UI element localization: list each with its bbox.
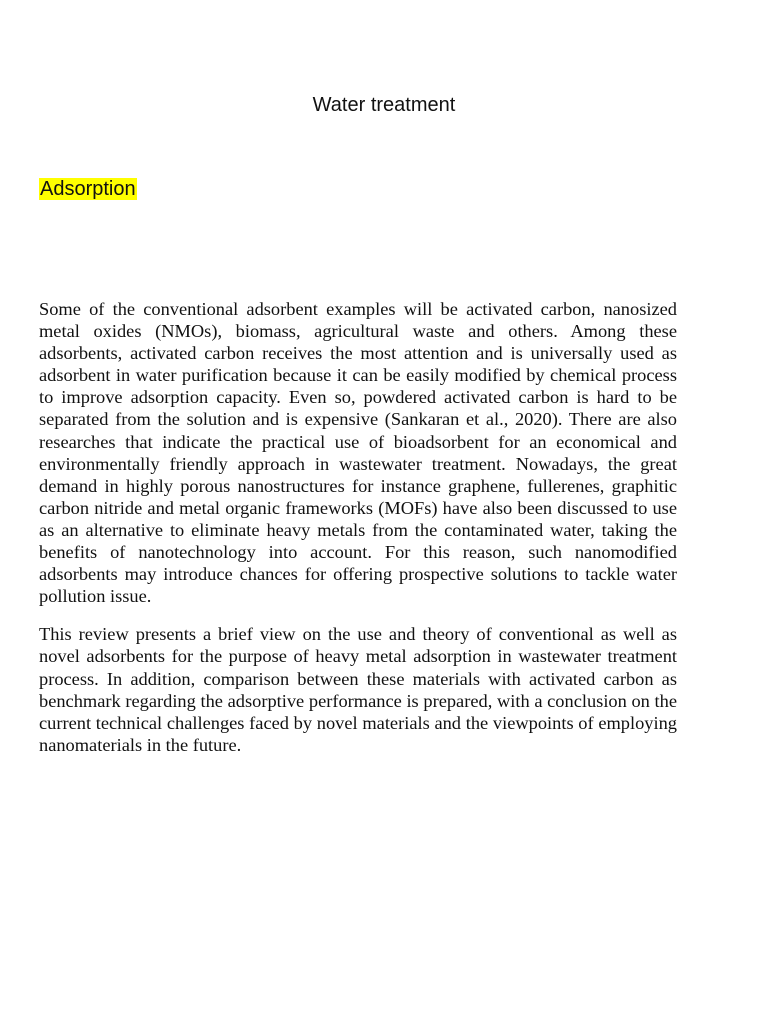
highlighted-heading-text: Adsorption [40,178,136,200]
body-text [39,298,677,772]
paragraph-1: Some of the conventional adsorbent examples will be activated carbon, nanosized metal oxides (NMOs), biomass, agricultural waste and others. Among these adsorbents, activated carbon receives the most attention and is universally used as adsorbent in water purification because it can be easily modified by chemical process to improve adsorption capacity. Even so, powdered activated carbon is hard to be separated from the solution and is expensive (Sankaran et al., 2020). There are also researches that indicate the practical use of bioadsorbent for an economical and environmentally friendly approach in wastewater treatment. Nowadays, the great demand in highly porous nanostructures for instance graphene, fullerenes, graphitic carbon nitride and metal organic frameworks (MOFs) have also been discussed to use as an alternative to eliminate heavy metals from the contaminated water, taking the benefits of nanotechnology into account. For this reason, such nanomodified adsorbents may introduce chances for offering prospective solutions to tackle water pollution issue. [39,299,677,607]
paragraph-2: This review presents a brief view on the use and theory of conventional as well as novel adsorbents for the purpose of heavy metal adsorption in wastewater treatment process. In addition, comparison between these materials with activated carbon as benchmark regarding the adsorptive performance is prepared, with a conclusion on the current technical challenges faced by novel materials and the viewpoints of employing nanomaterials in the future. [39,624,677,755]
section-heading [39,174,137,204]
document-title: Water treatment [312,94,456,116]
